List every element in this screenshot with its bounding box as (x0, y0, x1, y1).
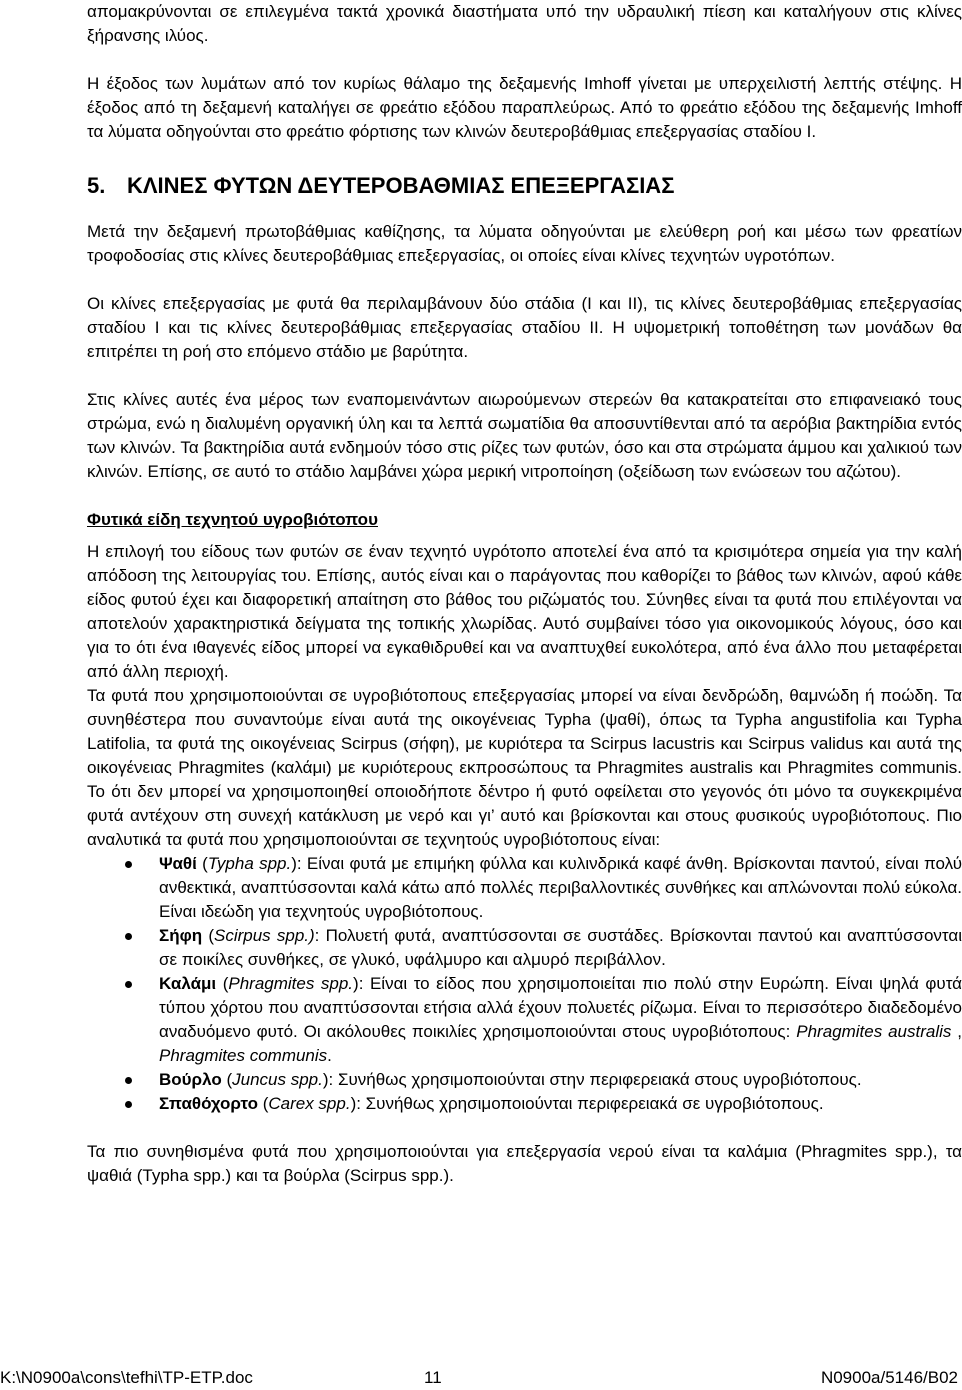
page-footer (0, 1366, 960, 1390)
subsection-paragraph-1: Η επιλογή του είδους των φυτών σε έναν τεχνητό υγρότοπο αποτελεί ένα από τα κρισιμότερα σημεία για την καλή απόδοση της λειτουργίας του. Επίσης, αυτός είναι και ο παράγοντας που καθορίζει το βάθος των κλινών, αφού κάθε είδος φυτού έχει και διαφορετική απαίτηση στο βάθος του ριζώματός του. Σύνηθες είναι τα φυτά που επιλέγονται να αποτελούν χαρακτηριστικά δείγματα της τοπικής χλωρίδας. Αυτό συμβαίνει τόσο για οικονομικούς λόγους, όσο και για το ότι ένα ιθαγενές είδος μπορεί να εγκαθιδρυθεί και να αναπτυχθεί ευκολότερα, από ένα άλλο που μεταφέρεται από άλλη περιοχή. (87, 542, 962, 681)
species-name: Βούρλο (159, 1070, 222, 1089)
list-item (87, 1068, 962, 1092)
section-paragraph-3: Στις κλίνες αυτές ένα μέρος των εναπομεινάντων αιωρούμενων στερεών θα κατακρατείται στο επιφανειακό τους στρώμα, ενώ η διαλυμένη οργανική ύλη και τα λεπτά σωματίδια θα αποσυντίθενται από τα αερόβια βακτηρίδια εντός των κλινών. Τα βακτηρίδια αυτά ενδημούν τόσο στις ρίζες των φυτών, όσο και στα στρώματα άμμου και χαλικιού των κλινών. Επίσης, σε αυτό το στάδιο λαμβάνει χώρα μερική νιτροποίηση (οξείδωση των ενώσεων του αζώτου). (87, 390, 962, 481)
intro-paragraph-1: απομακρύνονται σε επιλεγμένα τακτά χρονικά διαστήματα υπό την υδραυλική πίεση και καταλήγουν στις κλίνες ξήρανσης ιλύος. (87, 2, 962, 45)
subsection-title: Φυτικά είδη τεχνητού υγροβιότοπου (87, 510, 378, 529)
intro-paragraph-2: Η έξοδος των λυμάτων από τον κυρίως θάλαμο της δεξαμενής Imhoff γίνεται με υπερχειλιστή λεπτής στέψης. Η έξοδος από τη δεξαμενή καταλήγει σε φρεάτιο εξόδου παραπλεύρως. Από το φρεάτιο εξόδου της δεξαμενής Imhoff τα λύματα οδηγούνται στο φρεάτιο φόρτισης των κλινών δευτεροβάθμιας επεξεργασίας σταδίου Ι. (87, 74, 962, 141)
list-item (87, 852, 962, 924)
species-text: Είναι φυτά με επιμήκη φύλλα και κυλινδρικά καφέ άνθη. Βρίσκονται παντού, είναι πολύ ανθεκτικά, αναπτύσσονται καλά κάτω από πολλές περιβαλλοντικές συνθήκες και απλώνονται πολύ εύκολα. Είναι ιδεώδη για τεχνητούς υγροβιότοπους. (159, 854, 962, 921)
subsection-paragraph-2: Τα φυτά που χρησιμοποιούνται σε υγροβιότοπους επεξεργασίας μπορεί να είναι δενδρώδη, θαμνώδη ή ποώδη. Τα συνηθέστερα που συναντούμε είναι αυτά της οικογένειας Typha (ψαθί), όπως τα Typha angustifolia και Typha Latifolia, τα φυτά της οικογένειας Scirpus (σήφη), με κυριότερα τα Scirpus lacustris και Scirpus validus και αυτά της οικογένειας Phragmites (καλάμι) με κυριότερους εκπροσώπους τα Phragmites australis και Phragmites communis. Το ότι δεν μπορεί να χρησιμοποιηθεί οποιοδήποτε δέντρο ή φυτό οφείλεται στο γεγονός ότι μόνο τα συγκεκριμένα φυτά αντέχουν στη συνεχή κατάκλυση με νερό και γι’ αυτό και βρίσκονται και στους φυσικούς υγροβιότοπους. Πιο αναλυτικά τα φυτά που χρησιμοποιούνται σε τεχνητούς υγροβιότοπους είναι: (87, 686, 962, 849)
species-paren: ): (322, 1070, 334, 1089)
species-latin: Typha spp. (207, 854, 292, 873)
species-paren: ( (196, 854, 208, 873)
species-name: Σπαθόχορτο (159, 1094, 258, 1113)
section-paragraph-2: Οι κλίνες επεξεργασίας με φυτά θα περιλαμβάνουν δύο στάδια (Ι και ΙΙ), τις κλίνες δευτεροβάθμιας επεξεργασίας σταδίου Ι και τις κλίνες δευτεροβάθμιας επεξεργασίας σταδίου ΙΙ. Η υψομετρική τοποθέτηση των μονάδων θα επιτρέπει τη ροή στο επόμενο στάδιο με βαρύτητα. (87, 294, 962, 361)
species-variety-1: Phragmites australis (796, 1022, 952, 1041)
species-latin: Scirpus spp.) (214, 926, 315, 945)
bullet-icon (125, 1101, 132, 1108)
species-name: Ψαθί (159, 854, 197, 873)
species-latin: Carex spp. (268, 1094, 351, 1113)
species-text: Συνήθως χρησιμοποιούνται περιφερειακά σε υγροβιότοπους. (360, 1094, 824, 1113)
subsection-paragraph-3: Τα πιο συνηθισμένα φυτά που χρησιμοποιούνται για επεξεργασία νερού είναι τα καλάμια (Phragmites spp.), τα ψαθιά (Typha spp.) και τα βούρλα (Scirpus spp.). (87, 1142, 962, 1185)
species-paren: ( (216, 974, 229, 993)
document-body (87, 0, 962, 1188)
species-end: . (327, 1046, 332, 1065)
section-title: ΚΛΙΝΕΣ ΦΥΤΩΝ ΔΕΥΤΕΡΟΒΑΘΜΙΑΣ ΕΠΕΞΕΡΓΑΣΙΑΣ (127, 173, 675, 198)
species-latin: Juncus spp. (232, 1070, 323, 1089)
species-text: Πολυετή φυτά, αναπτύσσονται σε συστάδες. Βρίσκονται παντού και αναπτύσσονται σε ποικίλες συνθήκες, σε γλυκό, υφάλμυρο και αλμυρό περιβάλλον. (159, 926, 962, 969)
section-paragraph-1: Μετά την δεξαμενή πρωτοβάθμιας καθίζησης, τα λύματα οδηγούνται με ελεύθερη ροή και μέσω των φρεατίων τροφοδοσίας στις κλίνες δευτεροβάθμιας επεξεργασίας, οι οποίες είναι κλίνες τεχνητών υγροτόπων. (87, 222, 962, 265)
footer-page-number: 11 (424, 1368, 442, 1387)
species-name: Σήφη (159, 926, 203, 945)
footer-document-code: N0900a/5146/B02 (820, 1368, 958, 1387)
species-name: Καλάμι (159, 974, 217, 993)
list-item (87, 1092, 962, 1116)
species-list (87, 852, 962, 1116)
section-heading (87, 172, 962, 200)
bullet-icon (125, 933, 132, 940)
species-latin: Phragmites spp. (228, 974, 354, 993)
list-item (87, 972, 962, 1068)
bullet-icon (125, 861, 132, 868)
species-paren: ): (353, 974, 364, 993)
species-text: Είναι το είδος που χρησιμοποιείται πιο πολύ στην Ευρώπη. Είναι ψηλά φυτά τύπου χόρτου που αναπτύσσονται ετήσια αλλά έχουν πολυετές ρίζωμα. Είναι το περισσότερο διαδεδομένο αναδυόμενο φυτό. Οι ακόλουθες ποικιλίες χρησιμοποιούνται στους υγροβιότοπους: (159, 974, 962, 1041)
bullet-icon (125, 1077, 132, 1084)
species-variety-2: Phragmites communis (159, 1046, 328, 1065)
species-paren: : (314, 926, 320, 945)
species-paren: ( (221, 1070, 233, 1089)
species-text: Συνήθως χρησιμοποιούνται στην περιφερειακά στους υγροβιότοπους. (333, 1070, 862, 1089)
section-number: 5. (87, 173, 106, 198)
species-paren: ( (202, 926, 214, 945)
bullet-icon (125, 981, 132, 988)
list-item (87, 924, 962, 972)
species-paren: ( (257, 1094, 269, 1113)
species-paren: ): (350, 1094, 361, 1113)
species-separator: , (951, 1022, 962, 1041)
species-paren: ): (291, 854, 302, 873)
footer-file-path: K:\N0900a\cons\tefhi\TP-ETP.doc (0, 1368, 253, 1387)
